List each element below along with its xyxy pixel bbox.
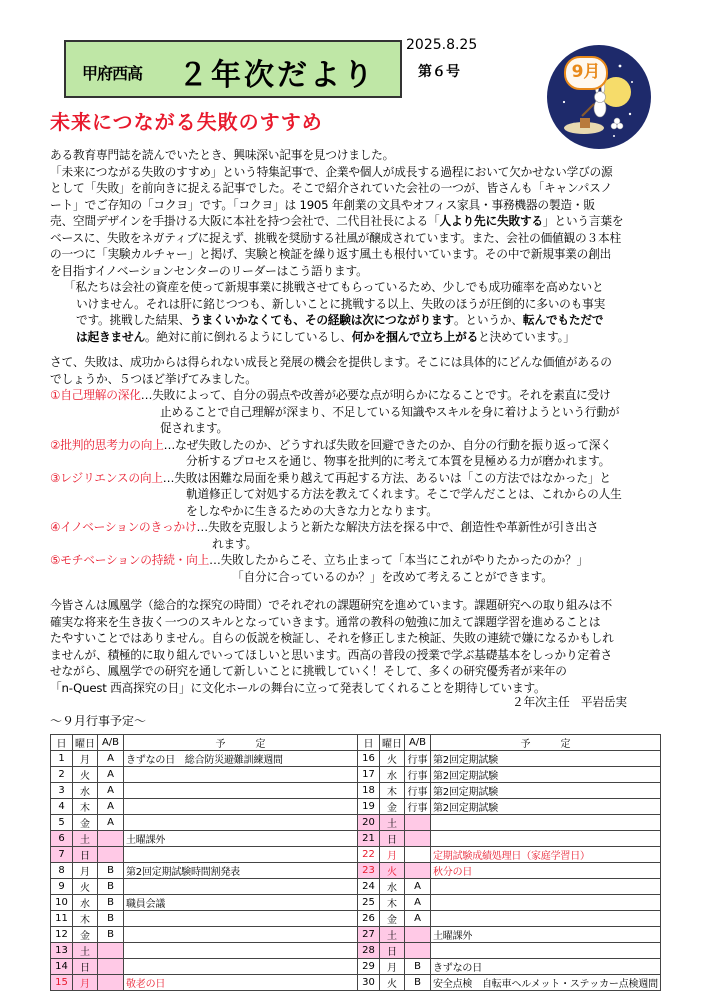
signature: ２年次主任 平岩岳実 (512, 695, 627, 709)
value-label: ⑤モチベーションの持続・向上 (50, 553, 210, 567)
weekday-cell: 月 (380, 847, 405, 863)
issue-date: 2025.8.25 (406, 37, 478, 53)
quote-text: 。絶対に前に倒れるようにしているし、 (144, 329, 352, 344)
table-row (51, 751, 358, 767)
table-row (358, 911, 661, 927)
value-text: 止めることで自己理解が深まり、不足している知識やスキルを身に着けようという行動が (160, 404, 620, 419)
day-cell: 7 (51, 847, 73, 863)
weekday-cell: 日 (380, 943, 405, 959)
event-cell: 土曜課外 (431, 927, 661, 943)
day-cell: 20 (358, 815, 380, 831)
table-row (51, 847, 358, 863)
closing-line: 「n-Quest 西高探究の日」に文化ホールの舞台に立って発表してくれることを期待しています。 (50, 680, 546, 695)
event-cell: 第2回定期試験 (431, 751, 661, 767)
day-cell: 29 (358, 959, 380, 975)
weekday-cell: 土 (73, 943, 98, 959)
ab-cell (405, 831, 431, 847)
ab-cell: B (98, 879, 124, 895)
values-intro: さて、失敗は、成功からは得られない成長と発展の機会を提供します。そこには具体的にどんな価値があるの (50, 355, 612, 369)
value-text: をしなやかに生きるための大きな力となります。 (186, 503, 438, 518)
body-line (50, 213, 623, 230)
day-cell: 8 (51, 863, 73, 879)
ab-cell: 行事 (405, 783, 431, 799)
value-text: …失敗したからこそ、立ち止まって「本当にこれがやりたかったのか？」 (209, 553, 589, 567)
day-cell: 14 (51, 959, 73, 975)
day-cell: 3 (51, 783, 73, 799)
day-cell: 18 (358, 783, 380, 799)
event-cell: 定期試験成績処理日（家庭学習日） (431, 847, 661, 863)
ab-cell: 行事 (405, 767, 431, 783)
table-row (358, 783, 661, 799)
value-text: 分析するプロセスを通じ、物事を批判的に考えて本質を見極める力が磨かれます。 (186, 454, 611, 468)
header-ab: A/B (98, 735, 124, 751)
table-row (51, 863, 358, 879)
table-row (51, 831, 358, 847)
weekday-cell: 土 (73, 831, 98, 847)
schedule-table-right (357, 734, 661, 991)
day-cell: 15 (51, 975, 73, 991)
quote-line (76, 312, 603, 329)
event-cell (124, 879, 358, 895)
event-cell (124, 767, 358, 783)
quote-line: 「私たちは会社の資産を使って新規事業に挑戦させてもらっているため、少しでも成功確率を高めないと (64, 280, 604, 294)
event-cell (431, 943, 661, 959)
day-cell: 6 (51, 831, 73, 847)
table-row (51, 767, 358, 783)
body-text: 売、空間デザインを手掛ける大阪に本社を持つ会社で、二代目社長による「 (50, 214, 440, 228)
body-line: ベースに、失敗をネガティブに捉えず、挑戦を奨励する社風が醸成されています。また、会社の価値観の３本柱 (50, 230, 621, 245)
ab-cell: A (98, 767, 124, 783)
table-row (51, 895, 358, 911)
value-label: ②批判的思考力の向上 (50, 437, 164, 452)
weekday-cell: 金 (380, 799, 405, 815)
ab-cell: B (98, 911, 124, 927)
value-item-5 (50, 552, 588, 569)
quote-text: 。というか、 (453, 313, 523, 327)
header-weekday: 曜日 (380, 735, 405, 751)
event-cell (431, 911, 661, 927)
header-event: 予 定 (431, 735, 661, 751)
body-line: ある教育専門誌を読んでいたとき、興味深い記事を見つけました。 (50, 148, 395, 162)
day-cell: 2 (51, 767, 73, 783)
event-cell (124, 783, 358, 799)
ab-cell (98, 959, 124, 975)
table-row (358, 959, 661, 975)
event-cell: 秋分の日 (431, 863, 661, 879)
table-row (358, 815, 661, 831)
ab-cell (98, 975, 124, 991)
ab-cell (405, 847, 431, 863)
value-text: …なぜ失敗したのか、どうすれば失敗を回避できたのか、自分の行動を振り返って深く (163, 437, 612, 452)
event-cell: 第2回定期試験時間割発表 (124, 863, 358, 879)
value-item-3 (50, 470, 611, 487)
table-row (51, 927, 358, 943)
table-row (358, 943, 661, 959)
ab-cell (98, 943, 124, 959)
school-name: 甲府西高 (82, 64, 143, 83)
closing-line: ませんが、積極的に取り組んでいってほしいと思います。西高の普段の授業で学ぶ基礎基本をしっかり定着さ (50, 647, 612, 662)
value-text: 軌道修正して対処する方法を教えてくれます。そこで学んだことは、これからの人生 (186, 487, 622, 501)
value-item-4 (50, 519, 598, 536)
value-label: ①自己理解の深化 (50, 388, 141, 402)
quote-text: と決めています。」 (478, 329, 575, 344)
ab-cell: A (405, 895, 431, 911)
day-cell: 19 (358, 799, 380, 815)
event-cell (431, 815, 661, 831)
table-row (358, 879, 661, 895)
weekday-cell: 火 (73, 767, 98, 783)
closing-line: 今皆さんは鳳凰学（総合的な探究の時間）でそれぞれの課題研究を進めています。課題研究への取り組みは不 (50, 598, 612, 612)
weekday-cell: 日 (73, 847, 98, 863)
table-row (51, 975, 358, 991)
article-headline: 未来につながる失敗のすすめ (50, 110, 323, 134)
event-cell: 土曜課外 (124, 831, 358, 847)
table-row (51, 943, 358, 959)
ab-cell: A (98, 783, 124, 799)
value-text: 「自分に合っているのか？」を改めて考えることができます。 (232, 569, 553, 584)
body-line: ート」でご存知の「コクヨ」です。「コクヨ」は 1905 年創業の文具やオフィス家具・事務機器の製造・販 (50, 197, 595, 212)
table-row (51, 959, 358, 975)
event-cell (124, 847, 358, 863)
table-row (51, 783, 358, 799)
table-row (358, 863, 661, 879)
weekday-cell: 月 (73, 751, 98, 767)
header-event: 予 定 (124, 735, 358, 751)
event-cell (124, 911, 358, 927)
value-text: …失敗を克服しようと新たな解決方法を探る中で、創造性や革新性が引き出さ (196, 520, 599, 534)
schedule-header-row (51, 735, 358, 751)
weekday-cell: 水 (73, 895, 98, 911)
table-row (358, 975, 661, 991)
weekday-cell: 火 (380, 863, 405, 879)
weekday-cell: 月 (73, 863, 98, 879)
value-text: …失敗は困難な局面を乗り越えて再起する方法、あるいは「この方法ではなかった」と (162, 470, 611, 485)
schedule-table-left (50, 734, 358, 991)
header-banner (64, 40, 402, 98)
body-line: の一つに「実験カルチャー」と掲げ、実験と検証を繰り返す風土も根付いています。その中で新規事業の創出 (50, 247, 612, 261)
table-row (51, 815, 358, 831)
body-line: を目指すイノベーションセンターのリーダーはこう語ります。 (50, 263, 368, 278)
day-cell: 23 (358, 863, 380, 879)
ab-cell: B (98, 927, 124, 943)
weekday-cell: 火 (73, 879, 98, 895)
weekday-cell: 木 (73, 911, 98, 927)
table-row (358, 751, 661, 767)
day-cell: 13 (51, 943, 73, 959)
event-cell (124, 927, 358, 943)
day-cell: 17 (358, 767, 380, 783)
event-cell: 第2回定期試験 (431, 783, 661, 799)
weekday-cell: 火 (380, 975, 405, 991)
schedule-title: ～９月行事予定～ (50, 714, 147, 728)
value-text: 促されます。 (160, 421, 228, 435)
value-text: …失敗によって、自分の弱点や改善が必要な点が明らかになることです。それを素直に受け (140, 388, 611, 402)
weekday-cell: 火 (380, 751, 405, 767)
day-cell: 9 (51, 879, 73, 895)
table-row (51, 799, 358, 815)
event-cell (124, 943, 358, 959)
ab-cell (405, 943, 431, 959)
value-item-1 (50, 387, 611, 404)
newsletter-title: ２年次だより (178, 58, 376, 93)
closing-line: せながら、鳳凰学での研究を通して新しいことに挑戦していく！そして、多くの研究優秀者が来年の (50, 664, 567, 678)
weekday-cell: 金 (73, 927, 98, 943)
day-cell: 22 (358, 847, 380, 863)
event-cell: きずなの日 総合防災避難訓練週間 (124, 751, 358, 767)
ab-cell: A (98, 815, 124, 831)
value-item-2 (50, 437, 612, 454)
day-cell: 12 (51, 927, 73, 943)
ab-cell (405, 815, 431, 831)
day-cell: 21 (358, 831, 380, 847)
event-cell: 安全点検 自転車ヘルメット・ステッカー点検週間 (431, 975, 661, 991)
ab-cell: B (98, 895, 124, 911)
day-cell: 10 (51, 895, 73, 911)
body-line: として「失敗」を前向きに捉える記事でした。そこで紹介されていた会社の一つが、皆さんも「キャンパスノ (50, 181, 613, 195)
event-cell (431, 831, 661, 847)
table-row (51, 911, 358, 927)
issue-number: 第６号 (418, 64, 460, 80)
table-row (358, 895, 661, 911)
table-row (51, 879, 358, 895)
ab-cell: A (98, 799, 124, 815)
weekday-cell: 金 (380, 911, 405, 927)
quote-text: です。挑戦した結果、 (76, 313, 190, 327)
weekday-cell: 日 (73, 959, 98, 975)
day-cell: 25 (358, 895, 380, 911)
quote-emphasis: は起きません (76, 329, 145, 344)
weekday-cell: 水 (380, 879, 405, 895)
closing-line: 確実な将来を生き抜く一つのスキルとなっていきます。通常の教科の勉強に加えて課題学習を進めることは (50, 614, 601, 629)
event-cell: 敬老の日 (124, 975, 358, 991)
day-cell: 28 (358, 943, 380, 959)
day-cell: 27 (358, 927, 380, 943)
ab-cell: B (405, 975, 431, 991)
event-cell: 第2回定期試験 (431, 799, 661, 815)
body-text: 」という言葉を (542, 214, 624, 228)
day-cell: 1 (51, 751, 73, 767)
schedule-header-row (358, 735, 661, 751)
value-text: れます。 (212, 536, 258, 551)
weekday-cell: 木 (73, 799, 98, 815)
ab-cell: B (405, 959, 431, 975)
event-cell: 職員会議 (124, 895, 358, 911)
body-emphasis: 人より先に失敗する (439, 214, 543, 228)
table-row (358, 831, 661, 847)
quote-line (76, 329, 575, 346)
body-line: 「未来につながる失敗のすすめ」という特集記事で、企業や個人が成長する過程において欠かせない学びの源 (50, 164, 613, 179)
weekday-cell: 土 (380, 927, 405, 943)
value-label: ④イノベーションのきっかけ (50, 520, 197, 534)
ab-cell (405, 863, 431, 879)
weekday-cell: 水 (73, 783, 98, 799)
values-intro: でしょうか、５つほど挙げてみました。 (50, 371, 257, 386)
table-row (358, 847, 661, 863)
month-badge: 9月 (564, 56, 608, 90)
day-cell: 26 (358, 911, 380, 927)
ab-cell (98, 831, 124, 847)
day-cell: 30 (358, 975, 380, 991)
header-day: 日 (51, 735, 73, 751)
ab-cell: 行事 (405, 799, 431, 815)
weekday-cell: 月 (73, 975, 98, 991)
day-cell: 24 (358, 879, 380, 895)
weekday-cell: 木 (380, 895, 405, 911)
ab-cell: A (98, 751, 124, 767)
event-cell: きずなの日 (431, 959, 661, 975)
day-cell: 4 (51, 799, 73, 815)
value-label: ③レジリエンスの向上 (50, 470, 163, 485)
weekday-cell: 土 (380, 815, 405, 831)
event-cell (431, 895, 661, 911)
quote-line: いけません。それは肝に銘じつつも、新しいことに挑戦する以上、失敗のほうが圧倒的に多いのも事実 (76, 296, 606, 311)
ab-cell (98, 847, 124, 863)
day-cell: 5 (51, 815, 73, 831)
closing-line: たやすいことではありません。自らの仮説を検証し、それを修正しまた検証、失敗の連続で嫌になるかもしれ (50, 631, 614, 645)
quote-emphasis: うまくいかなくても、その経験は次につながります (189, 313, 454, 327)
header-day: 日 (358, 735, 380, 751)
ab-cell: 行事 (405, 751, 431, 767)
ab-cell: B (98, 863, 124, 879)
event-cell (431, 879, 661, 895)
day-cell: 16 (358, 751, 380, 767)
table-row (358, 767, 661, 783)
table-row (358, 927, 661, 943)
weekday-cell: 日 (380, 831, 405, 847)
ab-cell: A (405, 879, 431, 895)
quote-emphasis: 何かを掴んで立ち上がる (351, 329, 479, 344)
weekday-cell: 月 (380, 959, 405, 975)
day-cell: 11 (51, 911, 73, 927)
weekday-cell: 水 (380, 767, 405, 783)
ab-cell: A (405, 911, 431, 927)
event-cell (124, 815, 358, 831)
header-weekday: 曜日 (73, 735, 98, 751)
event-cell (124, 959, 358, 975)
event-cell (124, 799, 358, 815)
weekday-cell: 木 (380, 783, 405, 799)
weekday-cell: 金 (73, 815, 98, 831)
table-row (358, 799, 661, 815)
event-cell: 第2回定期試験 (431, 767, 661, 783)
ab-cell (405, 927, 431, 943)
header-ab: A/B (405, 735, 431, 751)
quote-emphasis: 転んでもただで (522, 313, 604, 327)
